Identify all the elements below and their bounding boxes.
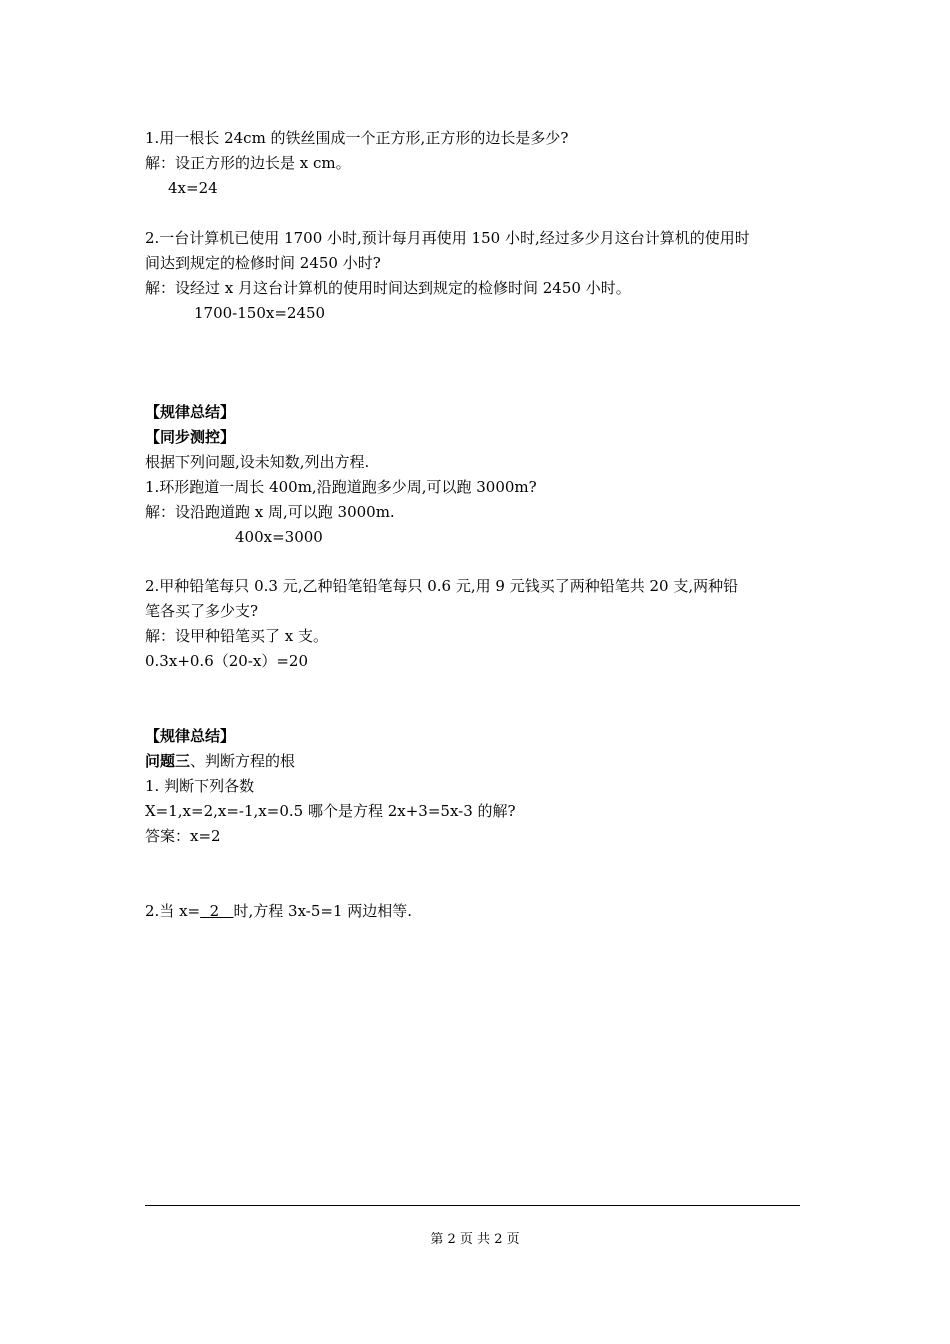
page-number: 第 2 页 共 2 页 <box>430 1232 520 1247</box>
problem-3-title-text: 、判断方程的根 <box>190 752 296 770</box>
problem-3-item-2-suffix: 时,方程 3x-5=1 两边相等. <box>233 902 413 920</box>
sync-practice-heading: 【同步测控】 <box>145 428 236 446</box>
problem-3-item-1-question: X=1,x=2,x=-1,x=0.5 哪个是方程 2x+3=5x-3 的解? <box>145 802 516 820</box>
practice-question-2-solution: 解：设甲种铅笔买了 x 支。 <box>145 627 328 645</box>
question-2-equation: 1700-150x=2450 <box>194 304 326 322</box>
practice-question-1: 1.环形跑道一周长 400m,沿跑道跑多少周,可以跑 3000m? <box>145 478 537 496</box>
practice-question-2-line1: 2.甲种铅笔每只 0.3 元,乙种铅笔铅笔每只 0.6 元,用 9 元钱买了两种铅笔共 20 支,两种铅 <box>145 577 739 595</box>
problem-3-item-2-prefix: 2.当 x= <box>145 902 201 920</box>
problem-3-title-label: 问题三 <box>145 752 191 770</box>
question-1-text: 1.用一根长 24cm 的铁丝围成一个正方形,正方形的边长是多少? <box>145 129 569 147</box>
footer-divider <box>145 1205 800 1206</box>
question-1-solution: 解：设正方形的边长是 x cm。 <box>145 154 351 172</box>
practice-question-1-equation: 400x=3000 <box>235 528 323 546</box>
practice-question-2-equation: 0.3x+0.6（20-x）=20 <box>145 652 309 670</box>
practice-question-1-solution: 解：设沿跑道跑 x 周,可以跑 3000m. <box>145 503 395 521</box>
problem-3-item-2 <box>145 901 412 921</box>
problem-3-item-1-answer: 答案：x=2 <box>145 827 221 845</box>
rule-summary-heading-2: 【规律总结】 <box>145 727 236 745</box>
problem-3-item-1: 1. 判断下列各数 <box>145 777 255 795</box>
rule-summary-heading: 【规律总结】 <box>145 403 236 421</box>
fill-in-blank-answer: 2 <box>200 902 234 920</box>
question-2-text-line2: 间达到规定的检修时间 2450 小时? <box>145 254 381 272</box>
problem-3-title <box>145 751 295 771</box>
practice-intro: 根据下列问题,设未知数,列出方程. <box>145 453 370 471</box>
practice-question-2-line2: 笔各买了多少支? <box>145 602 259 620</box>
question-2-solution: 解：设经过 x 月这台计算机的使用时间达到规定的检修时间 2450 小时。 <box>145 279 631 297</box>
question-1-equation: 4x=24 <box>168 179 218 197</box>
question-2-text-line1: 2.一台计算机已使用 1700 小时,预计每月再使用 150 小时,经过多少月这台计算机的使用时 <box>145 229 750 247</box>
